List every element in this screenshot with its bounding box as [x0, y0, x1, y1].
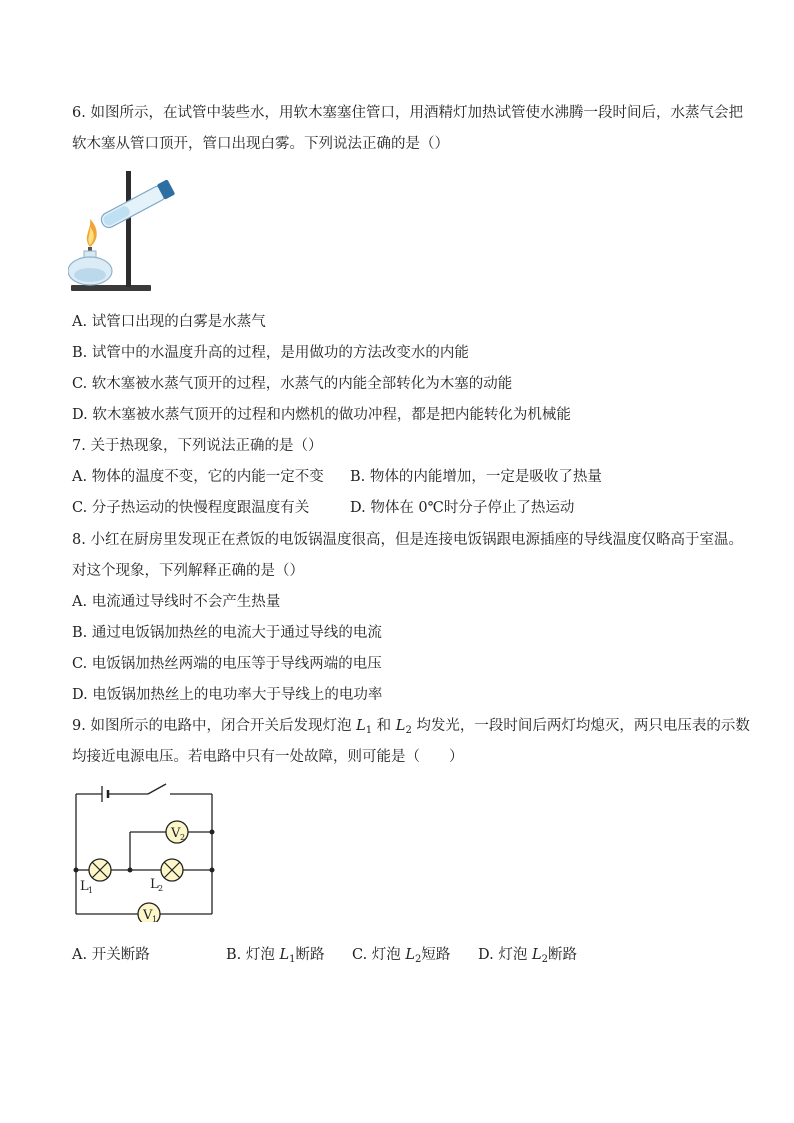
stand-base [71, 285, 151, 291]
l2-subscript: 2 [405, 725, 412, 736]
q9-stem-line1 [72, 717, 750, 740]
lamp-l2 [161, 859, 183, 881]
circuit-diagram [70, 782, 220, 922]
q7-options-row1 [72, 468, 602, 486]
test-tube [98, 179, 175, 231]
junction-dot [128, 868, 133, 873]
l2-label: L [150, 877, 159, 892]
v2-letter: V [171, 826, 181, 841]
q9-option-d-prefix: D. 灯泡 [478, 947, 532, 963]
voltmeter-v1 [138, 903, 160, 922]
q9-option-b [226, 946, 352, 969]
l2-label-subscript: 2 [158, 884, 164, 893]
q8-option-c: C. 电饭锅加热丝两端的电压等于导线两端的电压 [72, 656, 382, 672]
junction-dot [74, 868, 79, 873]
q8-option-d: D. 电饭锅加热丝上的电功率大于导线上的电功率 [72, 687, 383, 703]
q6-option-a: A. 试管口出现的白雾是水蒸气 [72, 314, 266, 330]
q9-option-d-symbol: L [531, 947, 542, 963]
q9-option-a: A. 开关断路 [72, 947, 150, 963]
q9-option-c-suffix: 短路 [421, 947, 451, 963]
q9-option-c-symbol: L [405, 947, 416, 963]
q7-option-c: C. 分子热运动的快慢程度跟温度有关 [72, 500, 310, 516]
junction-dot [210, 868, 215, 873]
q9-option-c-prefix: C. 灯泡 [352, 947, 406, 963]
q7-option-a: A. 物体的温度不变，它的内能一定不变 [72, 469, 324, 485]
q7-option-d: D. 物体在 0℃时分子停止了热运动 [350, 500, 575, 516]
q7-options-row2 [72, 499, 574, 517]
q9-option-c [352, 946, 478, 969]
q9-stem-part-b: 和 [372, 718, 396, 734]
l1-subscript: 1 [365, 725, 373, 736]
q9-option-d-suffix: 断路 [547, 947, 577, 963]
q9-stem-line2: 均接近电源电压。若电路中只有一处故障，则可能是（ ） [72, 749, 464, 765]
v1-subscript: 1 [152, 915, 158, 922]
switch-blade [148, 784, 166, 794]
l1-label-subscript: 1 [88, 886, 94, 895]
v2-subscript: 2 [180, 833, 186, 842]
q8-option-b: B. 通过电饭锅加热丝的电流大于通过导线的电流 [72, 625, 382, 641]
q9-option-b-subscript: 1 [289, 954, 296, 965]
q7-option-b: B. 物体的内能增加，一定是吸收了热量 [350, 469, 602, 485]
q9-stem-part-c: 均发光，一段时间后两灯均熄灭，两只电压表的示数 [411, 718, 750, 734]
q9-option-c-subscript: 2 [415, 954, 422, 965]
q6-stem-line1: 6. 如图所示，在试管中装些水，用软木塞塞住管口，用酒精灯加热试管使水沸腾一段时间后，水蒸气会把 [72, 105, 743, 121]
q8-option-a: A. 电流通过导线时不会产生热量 [72, 594, 281, 610]
test-tube-heating-figure [68, 165, 183, 295]
q6-option-b: B. 试管中的水温度升高的过程，是用做功的方法改变水的内能 [72, 345, 469, 361]
q9-option-b-symbol: L [279, 947, 290, 963]
stand-pole [126, 171, 131, 287]
q9-option-b-prefix: B. 灯泡 [226, 947, 280, 963]
q8-stem-line1: 8. 小红在厨房里发现正在煮饭的电饭锅温度很高，但是连接电饭锅跟电源插座的导线温度仅略高于室温。 [72, 532, 743, 548]
q6-option-d: D. 软木塞被水蒸气顶开的过程和内燃机的做功冲程，都是把内能转化为机械能 [72, 407, 571, 423]
q6-stem-line2: 软木塞从管口顶开，管口出现白雾。下列说法正确的是（） [72, 136, 449, 152]
q9-option-d-subscript: 2 [541, 954, 548, 965]
q9-stem-part-a: 9. 如图所示的电路中，闭合开关后发现灯泡 [72, 718, 357, 734]
q7-stem: 7. 关于热现象，下列说法正确的是（） [72, 438, 323, 454]
q9-option-b-suffix: 断路 [295, 947, 325, 963]
lamp-l1 [89, 859, 111, 881]
l1-label: L [80, 879, 89, 894]
q9-option-d [478, 946, 577, 969]
q8-stem-line2: 对这个现象，下列解释正确的是（） [72, 563, 304, 579]
q9-options-row [72, 946, 577, 969]
voltmeter-v2 [166, 821, 188, 843]
junction-dot [210, 830, 215, 835]
l1-symbol: L [356, 718, 366, 734]
q6-option-c: C. 软木塞被水蒸气顶开的过程，水蒸气的内能全部转化为木塞的动能 [72, 376, 513, 392]
v1-letter: V [143, 908, 153, 922]
l2-symbol: L [395, 718, 406, 734]
